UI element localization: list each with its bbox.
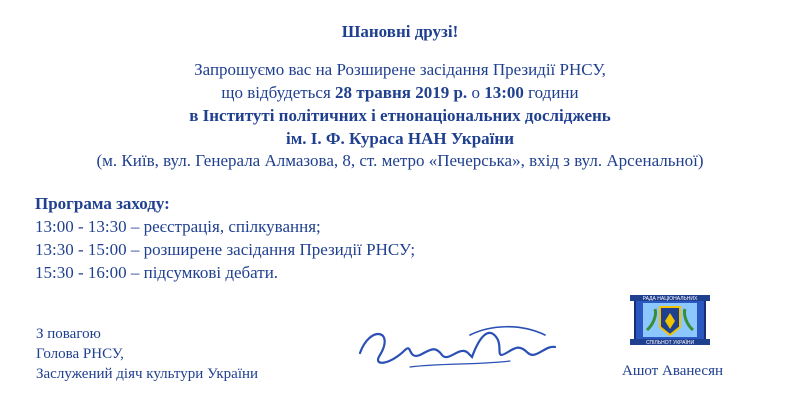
date-intro: що відбудеться — [221, 83, 336, 102]
event-time: 13:00 — [484, 83, 524, 102]
program-item: 13:00 - 13:30 – реєстрація, спілкування; — [35, 217, 321, 236]
council-emblem-icon — [625, 285, 715, 355]
program-item: 13:30 - 15:00 – розширене засідання Президії РНСУ; — [35, 240, 416, 259]
program-section — [35, 192, 415, 284]
program-title: Програма заходу: — [35, 194, 170, 213]
venue-address: (м. Київ, вул. Генерала Алмазова, 8, ст. метро «Печерська», вхід з вул. Арсенальної) — [96, 151, 704, 170]
role-line-2: Заслужений діяч культури України — [36, 366, 259, 382]
event-date: 28 травня 2019 р. — [335, 83, 468, 102]
venue-line-1: в Інституті політичних і етнонаціональних досліджень — [189, 106, 611, 125]
time-suffix: години — [523, 83, 579, 102]
greeting-title: Шановні друзі! — [341, 22, 459, 41]
regards-text: З повагою — [36, 326, 101, 342]
date-time-sep: о — [467, 83, 485, 102]
invitation-line-2 — [0, 82, 800, 103]
handwritten-signature — [350, 305, 570, 385]
signatory-name: Ашот Аванесян — [622, 363, 724, 379]
signature-block — [36, 324, 258, 384]
venue-line-2: ім. І. Ф. Кураса НАН України — [286, 129, 514, 148]
role-line-1: Голова РНСУ, — [36, 346, 124, 362]
emblem-text-bottom: СПІЛЬНОТ УКРАЇНИ — [645, 340, 695, 346]
invitation-line-1: Запрошуємо вас на Розширене засідання Президії РНСУ, — [194, 60, 606, 79]
emblem-text-top: РАДА НАЦІОНАЛЬНИХ — [642, 296, 698, 302]
program-item: 15:30 - 16:00 – підсумкові дебати. — [35, 263, 279, 282]
